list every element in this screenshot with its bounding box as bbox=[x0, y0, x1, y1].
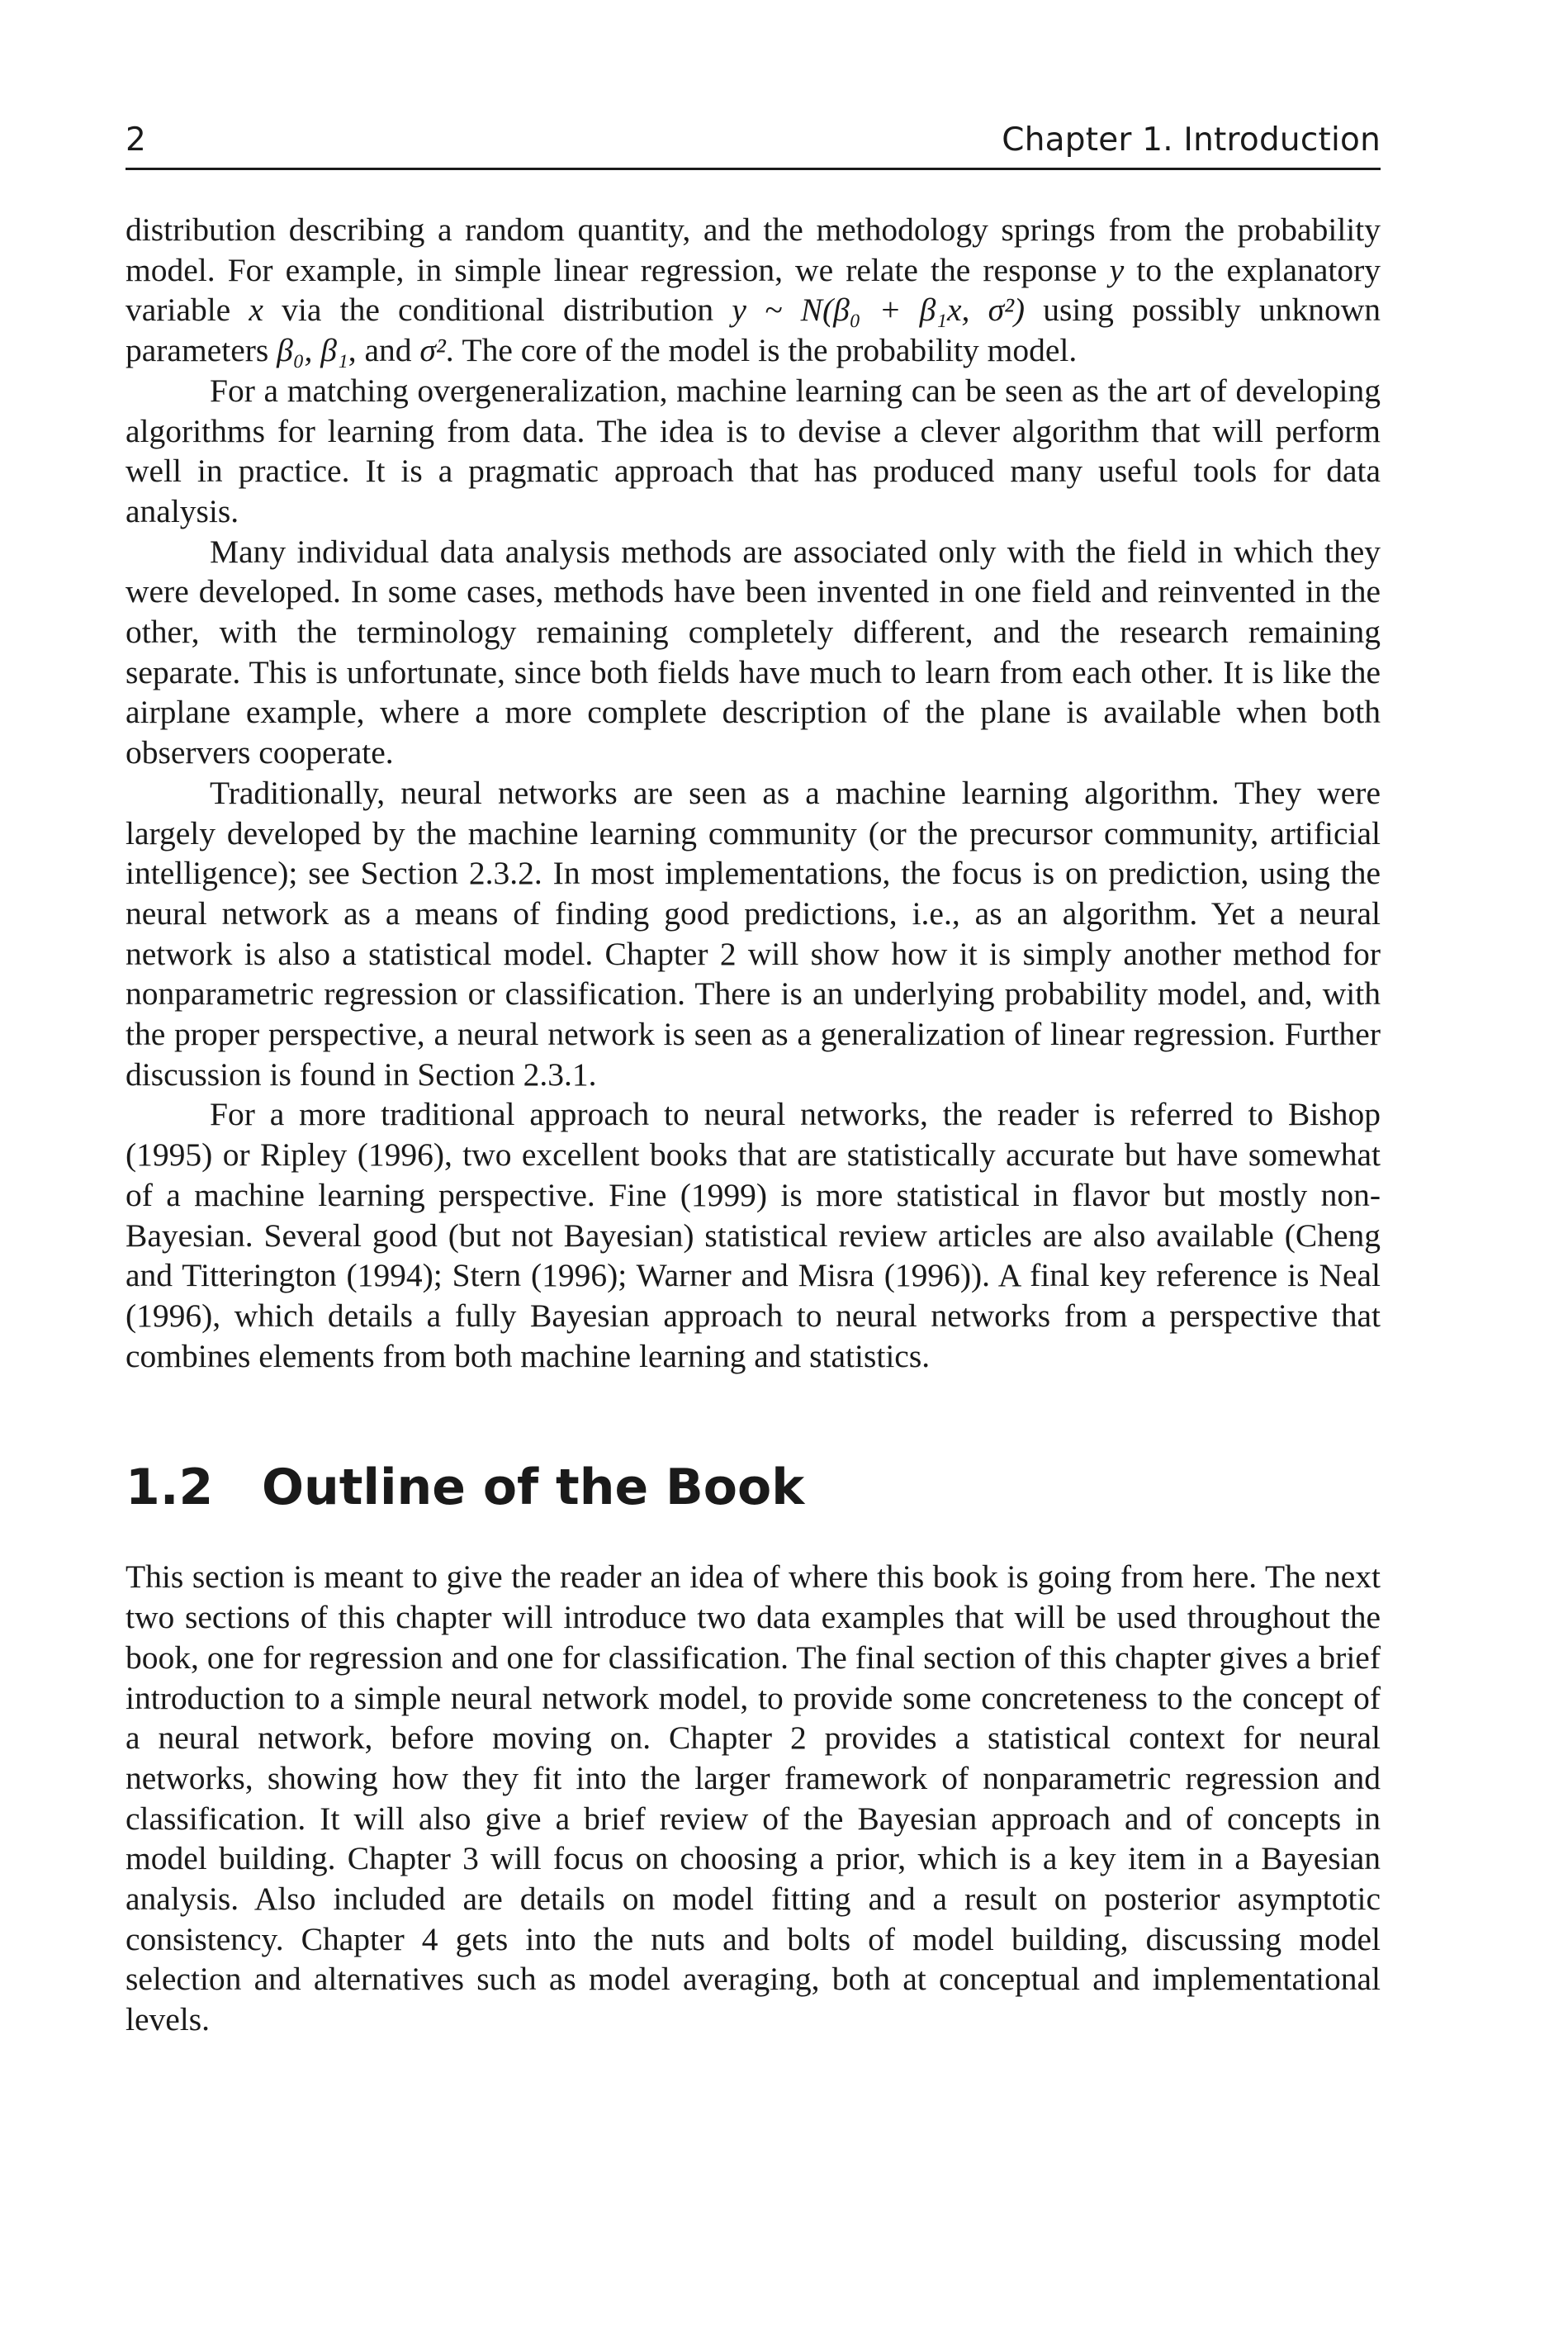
paragraph-text: , and bbox=[348, 332, 420, 369]
chapter-title: Chapter 1. Introduction bbox=[1002, 121, 1381, 159]
paragraph-text: distribution describing a random quantity, and the methodology springs from the probability model. For example, in simple linear regression, we relate the response bbox=[126, 211, 1381, 288]
math-x: x bbox=[249, 292, 263, 329]
running-head bbox=[126, 121, 1381, 170]
section-title: Outline of the Book bbox=[262, 1459, 805, 1517]
paragraph-text: via the conditional distribution bbox=[263, 292, 732, 329]
paragraph-0 bbox=[126, 210, 1381, 371]
math-betas: β₀, β₁ bbox=[277, 332, 348, 369]
paragraph-3: Traditionally, neural networks are seen as a machine learning algorithm. They were largely developed by the machine learning community (or the precursor community, artificial intelligence); see Section 2.3.2. In most implementations, the focus is on prediction, using the neural network as a means of finding good predictions, i.e., as an algorithm. Yet a neural network is also a statistical model. Chapter 2 will show how it is simply another method for nonparametric regression or classification. There is an underlying probability model, and, with the proper perspective, a neural network is seen as a generalization of linear regression. Further discussion is found in Section 2.3.1. bbox=[126, 774, 1381, 1093]
math-y: y bbox=[1109, 251, 1125, 288]
paragraph-2: Many individual data analysis methods are associated only with the field in which they were developed. In some cases, methods have been invented in one field and reinvented in the other, with the terminology remaining completely different, and the research remaining separate. This is unfortunate, since both fields have much to learn from each other. It is like the airplane example, where a more complete description of the plane is available when both observers cooperate. bbox=[126, 533, 1381, 771]
paragraph-text: using possibly unknown parameters bbox=[126, 292, 1381, 369]
page-number: 2 bbox=[126, 121, 146, 159]
paragraph-4: For a more traditional approach to neural networks, the reader is referred to Bishop (1995) or Ripley (1996), two excellent books that are statistically accurate but have somewhat of a machine learning perspective. Fine (1999) is more statistical in flavor but mostly non-Bayesian. Several good (but not Bayesian) statistical review articles are also available (Cheng and Titterington (1994); Stern (1996); Warner and Misra (1996)). A final key reference is Neal (1996), which details a fully Bayesian approach to neural networks from a perspective that combines elements from both machine learning and statistics. bbox=[126, 1096, 1381, 1374]
math-distribution: y ~ N(β₀ + β₁x, σ²) bbox=[732, 292, 1026, 329]
section-body bbox=[126, 1557, 1381, 2039]
section-heading bbox=[126, 1459, 1381, 1517]
section-paragraph: This section is meant to give the reader an idea of where this book is going from here. The next two sections of this chapter will introduce two data examples that will be used throughout the book, one for regression and one for classification. The final section of this chapter gives a brief introduction to a simple neural network model, to provide some concreteness to the concept of a neural network, before moving on. Chapter 2 provides a statistical context for neural networks, showing how they fit into the larger framework of nonparametric regression and classification. It will also give a brief review of the Bayesian approach and of concepts in model building. Chapter 3 will focus on choosing a prior, which is a key item in a Bayesian analysis. Also included are details on model fitting and a result on posterior asymptotic consistency. Chapter 4 gets into the nuts and bolts of model building, discussing model selection and alternatives such as model averaging, both at conceptual and implementational levels. bbox=[126, 1558, 1381, 2038]
paragraph-1: For a matching overgeneralization, machine learning can be seen as the art of developing algorithms for learning from data. The idea is to devise a clever algorithm that will perform well in practice. It is a pragmatic approach that has produced many useful tools for data analysis. bbox=[126, 372, 1381, 529]
paragraph-text: . The core of the model is the probability model. bbox=[445, 332, 1078, 369]
math-sigma: σ² bbox=[419, 332, 446, 369]
body-text bbox=[126, 210, 1381, 1376]
paragraph-text: to the explanatory variable bbox=[126, 251, 1381, 329]
page bbox=[126, 121, 1381, 2040]
section-number: 1.2 bbox=[126, 1459, 214, 1517]
